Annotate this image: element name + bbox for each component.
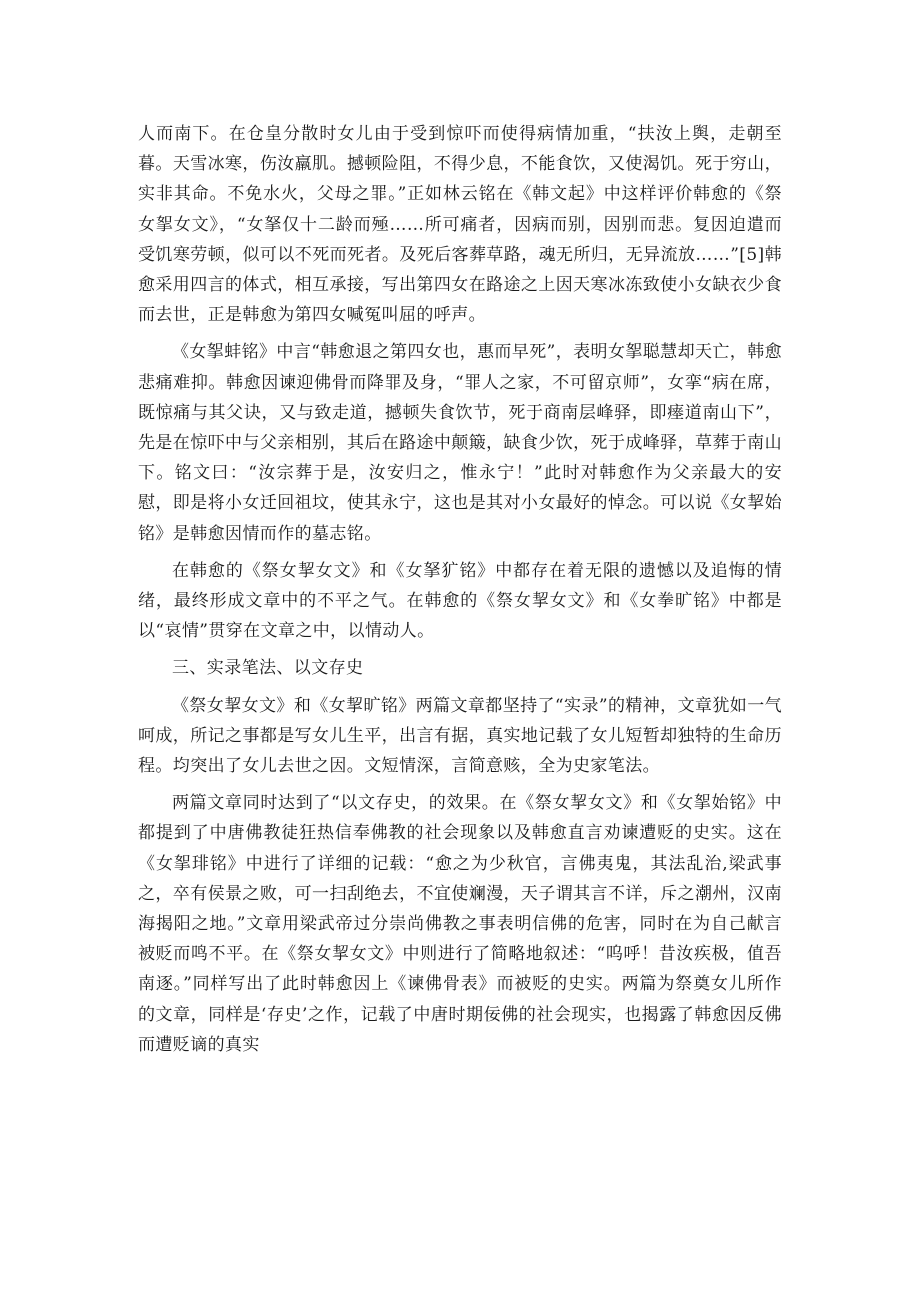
paragraph-1: 人而南下。在仓皇分散时女儿由于受到惊吓而使得病情加重，“扶汝上舆，走朝至暮。天雪冰寒，伤汝羸肌。撼顿险阻，不得少息，不能食饮，又使渴饥。死于穷山，实非其命。不免水火，父母之罪。”正如林云铭在《韩文起》中这样评价韩愈的《祭女挐女文》，“女拏仅十二龄而殛……所可痛者，因病而别，因别而悲。复因迫遣而受饥寒劳顿，似可以不死而死者。及死后客葬草路，魂无所归，无异流放……”[5]韩愈采用四言的体式，相互承接，写出第四女在路途之上因天寒冰冻致使小女缺衣少食而去世，正是韩愈为第四女喊冤叫屈的呼声。 (138, 124, 782, 326)
paragraph-4: 《祭女挈女文》和《女挈旷铭》两篇文章都坚持了“实录”的精神，文章犹如一气呵成，所记之事都是写女儿生平，出言有据，真实地记载了女儿短暂却独特的生命历程。均突出了女儿去世之因。文短情深，言简意赅，全为史家笔法。 (138, 695, 782, 777)
paragraph-3: 在韩愈的《祭女挈女文》和《女拏犷铭》中都存在着无限的遗憾以及追悔的情绪，最终形成文章中的不平之气。在韩愈的《祭女挈女文》和《女拳旷铭》中都是以“哀情”贯穿在文章之中，以情动人。 (138, 560, 782, 642)
document-body (138, 119, 782, 1067)
paragraph-2: 《女挐蚌铭》中言“韩愈退之第四女也，惠而早死”，表明女挐聪慧却天亡，韩愈悲痛难抑。韩愈因谏迎佛骨而降罪及身，“罪人之家，不可留京师”，女挛“病在席，既惊痛与其父诀，又与致走道，撼顿失食饮节，死于商南层峰驿，即瘗道南山下”，先是在惊吓中与父亲相别，其后在路途中颠簸，缺食少饮，死于成峰驿，草葬于南山下。铭文曰：“汝宗葬于是，汝安归之，惟永宁！”此时对韩愈作为父亲最大的安慰，即是将小女迁回祖坟，使其永宁，这也是其对小女最好的悼念。可以说《女挈始铭》是韩愈因情而作的墓志铭。 (138, 342, 782, 544)
section-heading: 三、实录笔法、以文存史 (172, 658, 364, 679)
paragraph-5: 两篇文章同时达到了“以文存史，的效果。在《祭女挈女文》和《女挐始铭》中都提到了中唐佛教徒狂热信奉佛教的社会现象以及韩愈直言劝谏遭贬的史实。这在《女挐琲铭》中进行了详细的记载：“愈之为少秋官，言佛夷鬼，其法乱治,梁武事之，卒有侯景之败，可一扫刮绝去，不宜使斓漫，天子谓其言不详，斥之潮州，汉南海揭阳之地。”文章用梁武帝过分崇尚佛教之事表明信佛的危害，同时在为自己献言被贬而鸣不平。在《祭女挈女文》中则进行了简略地叙述：“呜呼！昔汝疾极，值吾南逐。”同样写出了此时韩愈因上《谏佛骨表》而被贬的史实。两篇为祭奠女儿所作的文章，同样是‘存史’之作，记载了中唐时期佞佛的社会现实，也揭露了韩愈因反佛而遭贬谪的真实 (138, 793, 782, 1055)
